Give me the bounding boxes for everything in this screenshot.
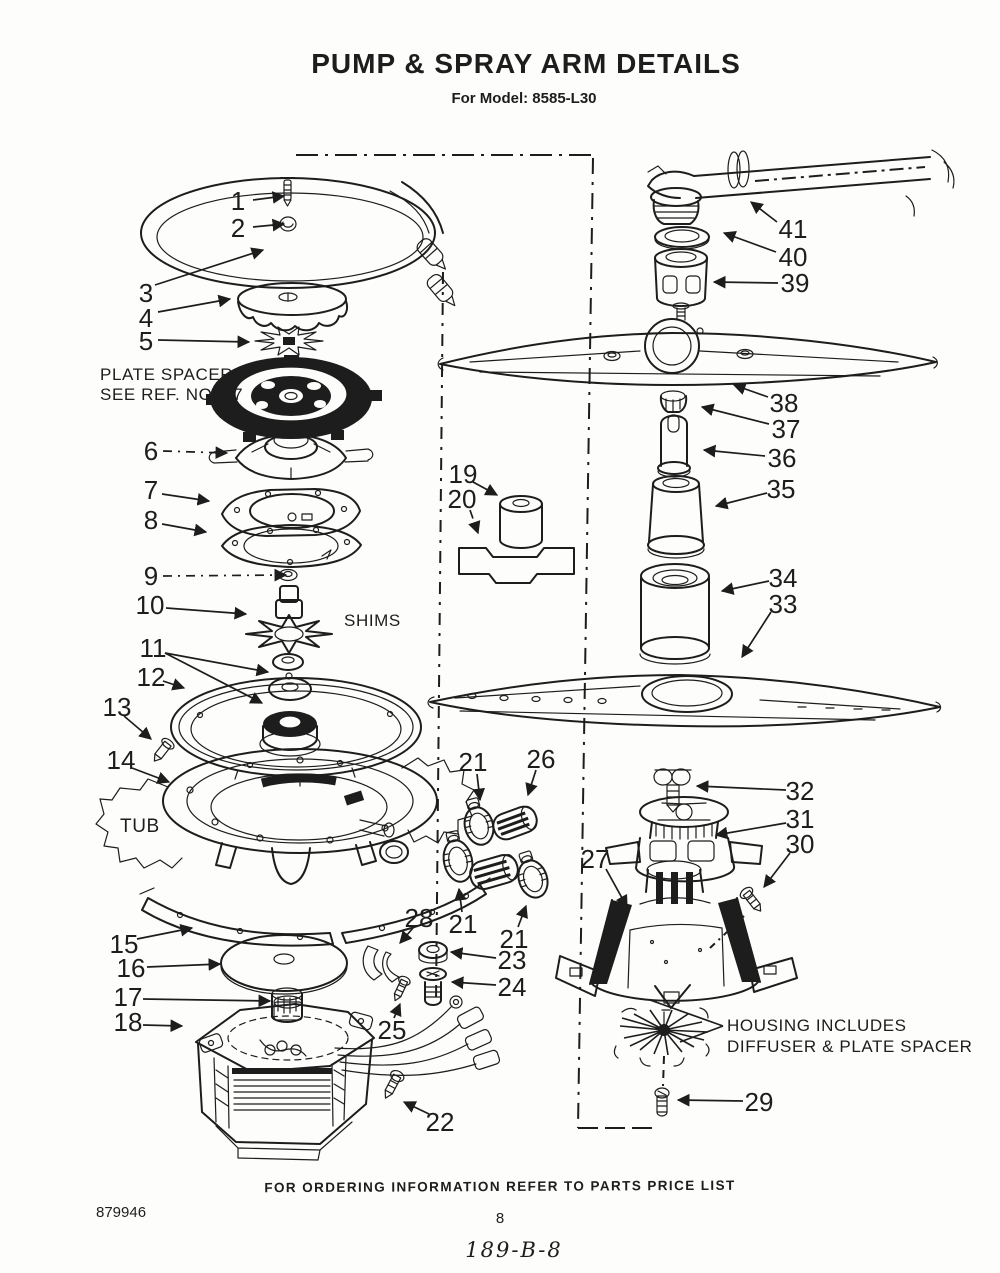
callout-leader-34: [722, 581, 769, 591]
callout-leader-16: [147, 964, 220, 967]
strainer-part-31: [606, 797, 762, 881]
callout-label-38: 38: [769, 388, 799, 418]
pump-support-part-6: [209, 432, 373, 479]
callout-label-18: 18: [113, 1007, 143, 1037]
motor-mount-plate-part-16: [221, 935, 347, 994]
screw-part-22: [379, 1068, 405, 1101]
callout-leader-17: [143, 999, 270, 1001]
callout-label-17: 17: [113, 982, 143, 1012]
bearing-cap-part-39: [655, 249, 707, 320]
callout-label-4: 4: [138, 303, 154, 333]
axis-line-29: [663, 1056, 664, 1086]
callout-leader-31: [716, 823, 786, 835]
callout-label-16: 16: [116, 953, 146, 983]
lower-spray-arm-part-33: [428, 675, 941, 726]
hose-clamp-part-21a: [458, 795, 497, 848]
housing-note: DIFFUSER & PLATE SPACER: [727, 1037, 973, 1056]
callout-leader-10: [166, 608, 246, 614]
callout-label-21: 21: [458, 747, 488, 777]
callout-leader-11: [165, 653, 262, 703]
plate-spacer-note: PLATE SPACER: [100, 365, 234, 384]
callout-leader-11: [165, 653, 268, 672]
callout-label-3: 3: [138, 278, 154, 308]
callout-label-11: 11: [139, 633, 167, 663]
callout-leader-36: [704, 450, 765, 456]
callout-leader-39: [714, 282, 778, 283]
callout-label-36: 36: [767, 443, 797, 473]
callout-label-15: 15: [109, 929, 139, 959]
page-title: PUMP & SPRAY ARM DETAILS: [311, 48, 741, 79]
shaft-part-36: [658, 415, 690, 477]
document-number: 879946: [96, 1204, 147, 1221]
callout-label-41: 41: [778, 214, 808, 244]
callout-label-23: 23: [497, 945, 527, 975]
callout-leader-12: [163, 681, 184, 688]
seal-part-19: [500, 496, 542, 548]
callout-label-2: 2: [230, 213, 246, 243]
tub-note: TUB: [120, 816, 160, 837]
feed-tube-part-41: [648, 150, 954, 224]
callout-leader-18: [143, 1025, 182, 1026]
ordering-note: FOR ORDERING INFORMATION REFER TO PARTS PRICE LIST: [264, 1177, 736, 1196]
model-subtitle: For Model: 8585-L30: [451, 90, 597, 107]
callout-leader-32: [697, 786, 786, 790]
screw-part-13: [149, 736, 176, 765]
callout-leader-2: [253, 224, 284, 227]
impeller-cover-part-4: [238, 283, 347, 330]
callout-label-8: 8: [143, 505, 159, 535]
callout-leader-33: [742, 612, 771, 657]
callout-label-28: 28: [404, 903, 434, 933]
callout-label-9: 9: [143, 561, 159, 591]
motor-part-18: [196, 996, 374, 1160]
callout-label-19: 19: [448, 459, 478, 489]
bearing-sleeve-part-35: [648, 476, 704, 558]
housing-note: HOUSING INCLUDES: [727, 1016, 907, 1035]
callout-label-30: 30: [785, 829, 815, 859]
callout-leader-35: [716, 493, 767, 506]
gasket-part-8: [222, 525, 361, 567]
shim-washers-part-11: [269, 654, 311, 700]
food-chopper-part-5: [255, 327, 323, 355]
callout-label-20: 20: [447, 484, 477, 514]
screw-part-24: [420, 968, 446, 1005]
callout-leader-24: [452, 982, 496, 985]
wire-clip-part-28: [363, 946, 399, 982]
callout-leader-15: [137, 928, 192, 939]
gasket-ring-part: [138, 178, 461, 311]
screw-part-25: [390, 975, 412, 1004]
callout-label-10: 10: [135, 590, 165, 620]
callout-leader-37: [702, 407, 769, 424]
callout-leader-1: [253, 196, 284, 200]
bracket-part-20: [459, 548, 574, 583]
callout-layer: [100, 186, 973, 1137]
callout-leader-23: [451, 952, 496, 958]
callout-label-24: 24: [497, 972, 527, 1002]
callout-leader-5: [158, 340, 249, 342]
motor-wires-part: [335, 996, 501, 1075]
spray-arm-support-part-34: [640, 564, 710, 664]
callout-leader-29: [678, 1100, 743, 1101]
washer-part-40: [655, 227, 709, 249]
callout-label-39: 39: [780, 268, 810, 298]
callout-label-34: 34: [768, 563, 798, 593]
plate-spacer-note: SEE REF. NO. 27: [100, 385, 244, 404]
support-rails-part-15: [140, 878, 490, 946]
bolt-part-32: [654, 769, 691, 812]
plate-code: 189-B-8: [465, 1238, 563, 1262]
callout-leader-21: [477, 774, 480, 800]
callout-label-1: 1: [230, 186, 246, 216]
callout-label-25: 25: [377, 1015, 407, 1045]
callout-label-27: 27: [580, 844, 610, 874]
callout-label-12: 12: [136, 662, 166, 692]
callout-label-14: 14: [106, 745, 136, 775]
callout-label-5: 5: [138, 326, 154, 356]
callout-leader-38: [734, 385, 768, 397]
callout-leader-4: [158, 299, 230, 312]
hose-part-26a: [490, 803, 540, 842]
grommet-part-23: [419, 942, 447, 963]
callout-label-29: 29: [744, 1087, 774, 1117]
screw-part-1: [281, 178, 294, 206]
callout-label-7: 7: [143, 475, 159, 505]
callout-leader-7: [162, 494, 209, 501]
shims-note: SHIMS: [344, 611, 401, 630]
callout-leader-9: [163, 575, 286, 576]
impeller-part-10: [246, 586, 332, 653]
callout-label-13: 13: [102, 692, 132, 722]
callout-label-33: 33: [768, 589, 798, 619]
callout-leader-41: [751, 202, 777, 222]
upper-spray-arm-part: [438, 319, 937, 385]
callout-label-26: 26: [526, 744, 556, 774]
page-number: 8: [495, 1210, 505, 1227]
callout-label-21: 21: [448, 909, 478, 939]
callout-label-37: 37: [771, 414, 801, 444]
pump-housing-part-27: [556, 861, 797, 1008]
screw-part-29: [655, 1088, 669, 1116]
callout-label-6: 6: [143, 436, 159, 466]
callout-label-22: 22: [425, 1107, 455, 1137]
callout-label-31: 31: [785, 804, 815, 834]
callout-leader-40: [724, 233, 776, 252]
callout-label-40: 40: [778, 242, 808, 272]
callout-label-32: 32: [785, 776, 815, 806]
callout-leader-8: [162, 524, 206, 532]
callout-label-21: 21: [499, 924, 529, 954]
hose-part-26b: [467, 852, 521, 892]
callout-label-35: 35: [766, 474, 796, 504]
cap-nut-part-37: [661, 391, 686, 412]
